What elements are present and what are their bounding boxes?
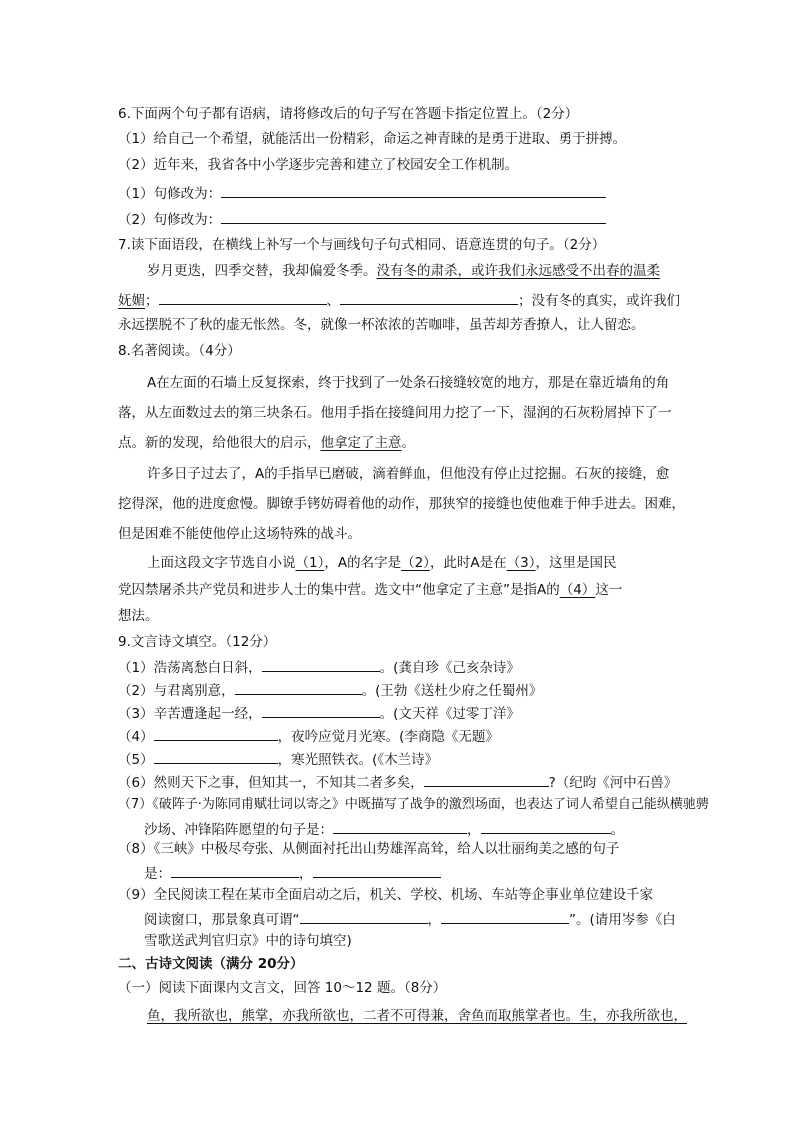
q6-title: 6.下面两个句子都有语病，请将修改后的句子写在答题卡指定位置上。（2分） [118,106,579,122]
q8-excerpt-line-4: 许多日子过去了，A的手指早已磨破，滴着鲜血，但他没有停止过挖掘。石灰的接缝，愈 [147,466,670,482]
q9-blank-9a[interactable] [300,908,428,924]
q7-text: 岁月更迭，四季交替，我却偏爱冬季。 [147,263,377,279]
q8-excerpt-line-3 [118,433,415,453]
section-2-heading: 二、古诗文阅读（满分 20分） [118,956,304,972]
q8-blank-4[interactable]: （4） [559,582,596,598]
q9-blank-7b[interactable] [481,818,611,834]
q8-question-text: 上面这段文字节选自小说 [147,555,296,571]
q9-comma: ， [467,822,481,838]
section-2-subheading: （一）阅读下面课内文言文，回答 10～12 题。（8分） [118,980,447,996]
q9-item-text: 是： [144,866,171,882]
q8-excerpt-line-2: 落，从左面数过去的第三块条石。他用手指在接缝间用力挖了一下，湿润的石灰粉屑掉下了一 [118,405,672,421]
q9-item-source: 。(龚自珍《己亥杂诗》 [379,660,520,676]
q9-blank-8b[interactable] [313,862,441,878]
q8-excerpt-line-1: A在左面的石墙上反复探索，终于找到了一处条石接缝较宽的地方，那是在靠近墙角的角 [147,375,670,391]
q9-item-3 [118,702,520,724]
q7-blank-2[interactable] [340,289,518,305]
q7-underlined-end: 妩媚 [118,293,145,309]
q7-para-line-2 [118,289,680,311]
q9-item-6 [118,771,677,793]
q6-answer-1-row [118,182,606,204]
q8-blank-2[interactable]: （2） [401,555,430,571]
q8-question-line-1 [147,553,617,573]
q9-item-2 [118,679,542,701]
q9-item-source: ”。(请用岑参《白 [569,912,676,928]
q9-item-4 [118,725,499,747]
q7-underlined-sentence: 没有冬的肃杀，或许我们永远感受不出春的温柔 [376,263,660,279]
q8-period: 。 [401,435,415,451]
q9-item-source: ，夜吟应觉月光寒。(李商隐《无题》 [277,729,499,745]
q7-title: 7.读下面语段，在横线上补写一个与画线句子句式相同、语意连贯的句子。（2分） [118,237,606,253]
q9-blank-5[interactable] [154,748,278,764]
q8-title: 8.名著阅读。（4分） [118,343,241,359]
q9-item-7-line-1: （7）《破阵子·为陈同甫赋壮词以寄之》中既描写了战争的激烈场面，也表达了词人希望自己能纵横驰骋 [118,797,709,812]
q9-blank-4[interactable] [154,725,278,741]
q8-excerpt-text: 点。新的发现，给他很大的启示， [118,435,321,451]
q8-underlined-phrase: 他拿定了主意 [320,435,402,451]
q8-question-text: 这一 [595,582,623,598]
q9-blank-1[interactable] [262,656,380,672]
q8-question-text: ，此时A是在 [429,555,507,571]
q7-text-cont: ；没有冬的真实，或许我们 [518,293,680,309]
q9-item-1 [118,656,520,678]
q9-comma: ， [299,866,313,882]
q6-sentence-2: （2）近年来，我省各中小学逐步完善和建立了校园安全工作机制。 [118,157,519,173]
q7-blank-1[interactable] [159,289,327,305]
q9-item-text: （2）与君离别意， [118,683,235,699]
q9-blank-8a[interactable] [171,862,299,878]
q8-blank-3[interactable]: （3） [506,555,536,571]
q7-para-line-1 [147,261,660,281]
q9-blank-7a[interactable] [333,818,467,834]
q9-item-source: ，寒光照铁衣。(《木兰诗》 [277,752,439,768]
q9-item-source: ?（纪昀《河中石兽》 [548,775,678,791]
q9-blank-3[interactable] [262,702,380,718]
q9-blank-9b[interactable] [441,908,569,924]
q7-para-line-3: 永远摆脱不了秋的虚无怅然。冬，就像一杯浓浓的苦咖啡，虽苦却芳香撩人，让人留恋。 [118,317,645,333]
q9-item-text: （3）辛苦遭逢起一经， [118,706,262,722]
q9-comma: ， [427,912,441,928]
q9-blank-2[interactable] [235,679,362,695]
q9-item-text: （4） [118,729,154,745]
q9-item-7-line-2 [144,818,624,840]
q9-item-8-line-2 [144,862,441,884]
q9-item-text: 阅读窗口，那景象真可谓“ [144,912,300,928]
q9-item-8-line-1: （8）《三峡》中极尽夸张、从侧面衬托出山势雄浑高耸，给人以壮丽绚美之感的句子 [118,841,620,857]
q9-title: 9.文言诗文填空。（12分） [118,634,277,650]
q8-excerpt-line-6: 但是困难不能使他停止这场特殊的战斗。 [118,526,361,542]
q9-item-9-line-3: 雪歌送武判官归京》中的诗句填空) [144,933,352,949]
q9-blank-6[interactable] [424,771,549,787]
q8-blank-1[interactable]: （1） [295,555,325,571]
q9-item-text: （5） [118,752,154,768]
q9-item-text: 沙场、冲锋陷阵愿望的句子是： [144,822,333,838]
q9-item-text: （6）然则天下之事，但知其一，不知其二者多矣， [118,775,424,791]
q9-item-5 [118,748,438,770]
q8-question-text: ，A的名字是 [324,555,402,571]
q8-question-line-2 [118,580,622,600]
q9-item-source: 。(王勃《送杜少府之任蜀州》 [361,683,543,699]
q7-semicolon: ； [145,293,159,309]
q6-answer-1-blank[interactable] [221,182,606,198]
q6-answer-1-label: （1）句修改为： [118,186,222,202]
q9-item-9-line-2 [144,908,676,930]
q8-excerpt-line-5: 挖得深，他的进度愈慢。脚镣手铐妨碍着他的动作，那狭窄的接缝也使他难于伸手进去。困难， [118,496,685,512]
q6-sentence-1: （1）给自己一个希望，就能活出一份精彩，命运之神青睐的是勇于进取、勇于拼搏。 [118,131,627,147]
q9-item-9-line-1: （9）全民阅读工程在某市全面启动之后，机关、学校、机场、车站等企事业单位建设千家 [118,887,654,903]
q9-item-source: 。(文天祥《过零丁洋》 [379,706,520,722]
q6-answer-2-row [118,208,606,230]
q8-question-text: ，这里是国民 [535,555,617,571]
q8-question-line-3: 想法。 [118,608,159,624]
q8-question-text: 党囚禁屠杀共产党员和进步人士的集中营。选文中“他拿定了主意”是指A的 [118,582,560,598]
q6-answer-2-label: （2）句修改为： [118,212,222,228]
q6-answer-2-blank[interactable] [221,208,606,224]
q9-period: 。 [610,822,624,838]
classical-text-line-1: 鱼，我所欲也，熊掌，亦我所欲也，二者不可得兼，舍鱼而取熊掌者也。生，亦我所欲也， [147,1008,687,1024]
q7-comma: 、 [326,293,340,309]
q9-item-text: （1）浩荡离愁白日斜， [118,660,262,676]
